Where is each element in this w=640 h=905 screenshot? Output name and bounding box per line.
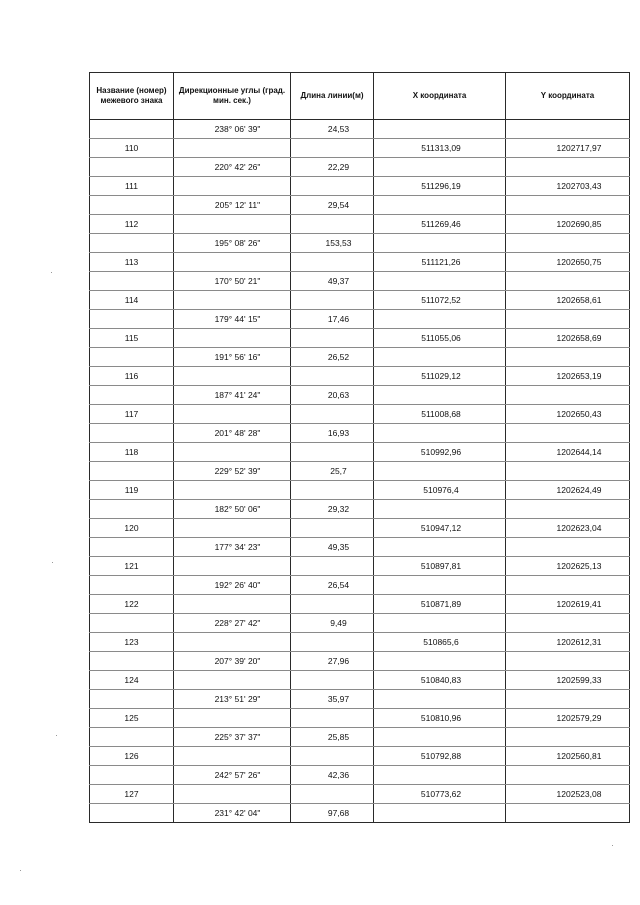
cell-marker-name: 125 [90, 709, 174, 728]
scan-speck [52, 562, 53, 563]
header-marker-name: Название (номер) межевого знака [90, 73, 174, 120]
segment-row [90, 310, 630, 329]
cell-y-coordinate: 1202579,29 [506, 709, 630, 728]
cell-direction-angle [174, 595, 291, 614]
cell-x-coordinate [374, 272, 506, 291]
cell-marker-name [90, 272, 174, 291]
cell-line-length: 97,68 [291, 804, 374, 823]
cell-direction-angle [174, 139, 291, 158]
cell-x-coordinate [374, 158, 506, 177]
cell-x-coordinate [374, 120, 506, 139]
cell-line-length [291, 177, 374, 196]
cell-y-coordinate [506, 652, 630, 671]
cell-marker-name [90, 386, 174, 405]
cell-line-length: 17,46 [291, 310, 374, 329]
cell-x-coordinate [374, 424, 506, 443]
cell-line-length: 29,32 [291, 500, 374, 519]
segment-row [90, 120, 630, 139]
cell-line-length: 26,52 [291, 348, 374, 367]
boundary-markers-table [89, 72, 630, 823]
cell-x-coordinate: 511121,26 [374, 253, 506, 272]
cell-direction-angle [174, 253, 291, 272]
cell-line-length [291, 405, 374, 424]
cell-x-coordinate: 511072,52 [374, 291, 506, 310]
cell-y-coordinate: 1202560,81 [506, 747, 630, 766]
cell-marker-name: 122 [90, 595, 174, 614]
cell-line-length [291, 215, 374, 234]
cell-line-length [291, 329, 374, 348]
cell-line-length: 49,37 [291, 272, 374, 291]
cell-direction-angle: 170° 50' 21" [174, 272, 291, 291]
cell-x-coordinate [374, 196, 506, 215]
cell-marker-name [90, 234, 174, 253]
cell-line-length: 20,63 [291, 386, 374, 405]
cell-marker-name [90, 538, 174, 557]
cell-line-length: 24,53 [291, 120, 374, 139]
scan-speck [612, 845, 613, 846]
cell-x-coordinate: 511269,46 [374, 215, 506, 234]
cell-direction-angle: 213° 51' 29" [174, 690, 291, 709]
cell-y-coordinate: 1202690,85 [506, 215, 630, 234]
cell-marker-name [90, 310, 174, 329]
cell-x-coordinate: 511313,09 [374, 139, 506, 158]
cell-y-coordinate [506, 272, 630, 291]
cell-marker-name [90, 728, 174, 747]
cell-line-length: 25,85 [291, 728, 374, 747]
cell-y-coordinate [506, 500, 630, 519]
cell-direction-angle [174, 481, 291, 500]
cell-line-length [291, 557, 374, 576]
header-direction-angle: Дирекционные углы (град. мин. сек.) [174, 73, 291, 120]
segment-row [90, 766, 630, 785]
cell-line-length [291, 139, 374, 158]
marker-row [90, 747, 630, 766]
cell-x-coordinate: 511296,19 [374, 177, 506, 196]
cell-line-length: 49,35 [291, 538, 374, 557]
cell-y-coordinate [506, 766, 630, 785]
marker-row [90, 291, 630, 310]
cell-line-length [291, 747, 374, 766]
cell-x-coordinate [374, 652, 506, 671]
cell-line-length [291, 595, 374, 614]
marker-row [90, 177, 630, 196]
cell-marker-name [90, 196, 174, 215]
cell-x-coordinate [374, 538, 506, 557]
cell-marker-name: 110 [90, 139, 174, 158]
cell-x-coordinate: 511008,68 [374, 405, 506, 424]
header-x-coordinate: X координата [374, 73, 506, 120]
cell-y-coordinate [506, 386, 630, 405]
cell-x-coordinate: 510865,6 [374, 633, 506, 652]
cell-marker-name: 121 [90, 557, 174, 576]
cell-line-length: 16,93 [291, 424, 374, 443]
cell-direction-angle: 220° 42' 26" [174, 158, 291, 177]
cell-line-length [291, 519, 374, 538]
cell-y-coordinate: 1202623,04 [506, 519, 630, 538]
scan-speck [20, 870, 21, 871]
segment-row [90, 500, 630, 519]
cell-y-coordinate: 1202650,43 [506, 405, 630, 424]
cell-y-coordinate: 1202658,69 [506, 329, 630, 348]
segment-row [90, 234, 630, 253]
marker-row [90, 443, 630, 462]
cell-marker-name [90, 500, 174, 519]
segment-row [90, 728, 630, 747]
cell-x-coordinate [374, 348, 506, 367]
cell-x-coordinate [374, 728, 506, 747]
marker-row [90, 253, 630, 272]
cell-direction-angle [174, 785, 291, 804]
cell-x-coordinate [374, 804, 506, 823]
table-body [90, 120, 630, 823]
cell-marker-name: 118 [90, 443, 174, 462]
cell-line-length [291, 633, 374, 652]
cell-x-coordinate [374, 690, 506, 709]
cell-y-coordinate: 1202624,49 [506, 481, 630, 500]
cell-direction-angle: 229° 52' 39" [174, 462, 291, 481]
cell-y-coordinate: 1202599,33 [506, 671, 630, 690]
cell-line-length [291, 291, 374, 310]
cell-y-coordinate: 1202625,13 [506, 557, 630, 576]
cell-direction-angle: 242° 57' 26" [174, 766, 291, 785]
marker-row [90, 671, 630, 690]
cell-line-length: 26,54 [291, 576, 374, 595]
cell-y-coordinate [506, 462, 630, 481]
header-line-length: Длина линии(м) [291, 73, 374, 120]
segment-row [90, 652, 630, 671]
cell-direction-angle [174, 519, 291, 538]
cell-line-length: 29,54 [291, 196, 374, 215]
cell-y-coordinate [506, 728, 630, 747]
cell-y-coordinate [506, 120, 630, 139]
cell-line-length: 35,97 [291, 690, 374, 709]
marker-row [90, 595, 630, 614]
cell-y-coordinate [506, 614, 630, 633]
header-y-coordinate: Y координата [506, 73, 630, 120]
cell-marker-name: 120 [90, 519, 174, 538]
cell-y-coordinate: 1202717,97 [506, 139, 630, 158]
cell-line-length [291, 253, 374, 272]
marker-row [90, 481, 630, 500]
cell-marker-name: 119 [90, 481, 174, 500]
cell-marker-name: 115 [90, 329, 174, 348]
cell-direction-angle [174, 405, 291, 424]
cell-marker-name [90, 766, 174, 785]
cell-marker-name [90, 576, 174, 595]
cell-x-coordinate: 510897,81 [374, 557, 506, 576]
segment-row [90, 158, 630, 177]
cell-x-coordinate: 510773,62 [374, 785, 506, 804]
cell-marker-name [90, 424, 174, 443]
cell-x-coordinate [374, 766, 506, 785]
cell-line-length: 9,49 [291, 614, 374, 633]
marker-row [90, 139, 630, 158]
cell-x-coordinate [374, 614, 506, 633]
cell-direction-angle [174, 671, 291, 690]
cell-y-coordinate: 1202523,08 [506, 785, 630, 804]
cell-direction-angle: 225° 37' 37" [174, 728, 291, 747]
cell-x-coordinate: 511055,06 [374, 329, 506, 348]
cell-y-coordinate: 1202653,19 [506, 367, 630, 386]
cell-marker-name [90, 158, 174, 177]
marker-row [90, 785, 630, 804]
cell-line-length [291, 443, 374, 462]
segment-row [90, 804, 630, 823]
cell-marker-name: 111 [90, 177, 174, 196]
cell-marker-name: 112 [90, 215, 174, 234]
cell-y-coordinate: 1202650,75 [506, 253, 630, 272]
cell-direction-angle: 201° 48' 28" [174, 424, 291, 443]
cell-marker-name: 124 [90, 671, 174, 690]
cell-y-coordinate [506, 196, 630, 215]
cell-x-coordinate [374, 576, 506, 595]
cell-direction-angle [174, 709, 291, 728]
cell-direction-angle: 179° 44' 15" [174, 310, 291, 329]
cell-y-coordinate [506, 310, 630, 329]
cell-x-coordinate: 511029,12 [374, 367, 506, 386]
marker-row [90, 557, 630, 576]
cell-marker-name: 126 [90, 747, 174, 766]
cell-direction-angle: 192° 26' 40" [174, 576, 291, 595]
cell-line-length [291, 671, 374, 690]
cell-x-coordinate [374, 500, 506, 519]
cell-marker-name: 123 [90, 633, 174, 652]
cell-x-coordinate [374, 386, 506, 405]
cell-x-coordinate [374, 462, 506, 481]
cell-y-coordinate [506, 424, 630, 443]
cell-x-coordinate: 510947,12 [374, 519, 506, 538]
segment-row [90, 614, 630, 633]
cell-y-coordinate: 1202658,61 [506, 291, 630, 310]
cell-marker-name [90, 462, 174, 481]
cell-marker-name [90, 120, 174, 139]
cell-direction-angle: 177° 34' 23" [174, 538, 291, 557]
cell-y-coordinate: 1202703,43 [506, 177, 630, 196]
cell-x-coordinate: 510871,89 [374, 595, 506, 614]
segment-row [90, 272, 630, 291]
marker-row [90, 709, 630, 728]
cell-y-coordinate [506, 576, 630, 595]
cell-y-coordinate [506, 690, 630, 709]
cell-x-coordinate: 510792,88 [374, 747, 506, 766]
cell-marker-name: 116 [90, 367, 174, 386]
segment-row [90, 424, 630, 443]
marker-row [90, 215, 630, 234]
scan-speck [51, 272, 52, 273]
cell-marker-name [90, 614, 174, 633]
marker-row [90, 329, 630, 348]
marker-row [90, 633, 630, 652]
marker-row [90, 367, 630, 386]
segment-row [90, 462, 630, 481]
cell-direction-angle [174, 747, 291, 766]
cell-marker-name: 113 [90, 253, 174, 272]
segment-row [90, 576, 630, 595]
cell-direction-angle [174, 443, 291, 462]
cell-marker-name [90, 652, 174, 671]
cell-line-length: 42,36 [291, 766, 374, 785]
cell-x-coordinate [374, 310, 506, 329]
cell-y-coordinate: 1202612,31 [506, 633, 630, 652]
cell-x-coordinate: 510840,83 [374, 671, 506, 690]
scan-speck [56, 735, 57, 736]
cell-direction-angle: 195° 08' 26" [174, 234, 291, 253]
cell-direction-angle: 238° 06' 39" [174, 120, 291, 139]
cell-line-length [291, 481, 374, 500]
cell-marker-name [90, 348, 174, 367]
cell-direction-angle [174, 291, 291, 310]
cell-direction-angle: 207° 39' 20" [174, 652, 291, 671]
cell-direction-angle: 205° 12' 11" [174, 196, 291, 215]
cell-line-length: 27,96 [291, 652, 374, 671]
cell-direction-angle: 191° 56' 16" [174, 348, 291, 367]
cell-direction-angle [174, 557, 291, 576]
cell-direction-angle [174, 329, 291, 348]
segment-row [90, 690, 630, 709]
cell-line-length: 153,53 [291, 234, 374, 253]
cell-line-length [291, 367, 374, 386]
segment-row [90, 196, 630, 215]
cell-marker-name: 117 [90, 405, 174, 424]
cell-marker-name: 127 [90, 785, 174, 804]
table-header-row [90, 73, 630, 120]
cell-y-coordinate: 1202619,41 [506, 595, 630, 614]
cell-direction-angle [174, 215, 291, 234]
cell-y-coordinate [506, 158, 630, 177]
cell-direction-angle [174, 177, 291, 196]
cell-y-coordinate: 1202644,14 [506, 443, 630, 462]
cell-x-coordinate: 510992,96 [374, 443, 506, 462]
cell-direction-angle: 187° 41' 24" [174, 386, 291, 405]
cell-marker-name [90, 804, 174, 823]
cell-direction-angle: 228° 27' 42" [174, 614, 291, 633]
cell-x-coordinate [374, 234, 506, 253]
segment-row [90, 348, 630, 367]
cell-line-length [291, 785, 374, 804]
cell-x-coordinate: 510810,96 [374, 709, 506, 728]
cell-direction-angle: 231° 42' 04" [174, 804, 291, 823]
cell-y-coordinate [506, 804, 630, 823]
cell-x-coordinate: 510976,4 [374, 481, 506, 500]
cell-line-length: 25,7 [291, 462, 374, 481]
cell-y-coordinate [506, 538, 630, 557]
cell-line-length [291, 709, 374, 728]
cell-line-length: 22,29 [291, 158, 374, 177]
marker-row [90, 405, 630, 424]
segment-row [90, 538, 630, 557]
cell-y-coordinate [506, 348, 630, 367]
cell-direction-angle [174, 633, 291, 652]
cell-marker-name [90, 690, 174, 709]
marker-row [90, 519, 630, 538]
cell-marker-name: 114 [90, 291, 174, 310]
cell-direction-angle [174, 367, 291, 386]
segment-row [90, 386, 630, 405]
cell-direction-angle: 182° 50' 06" [174, 500, 291, 519]
cell-y-coordinate [506, 234, 630, 253]
